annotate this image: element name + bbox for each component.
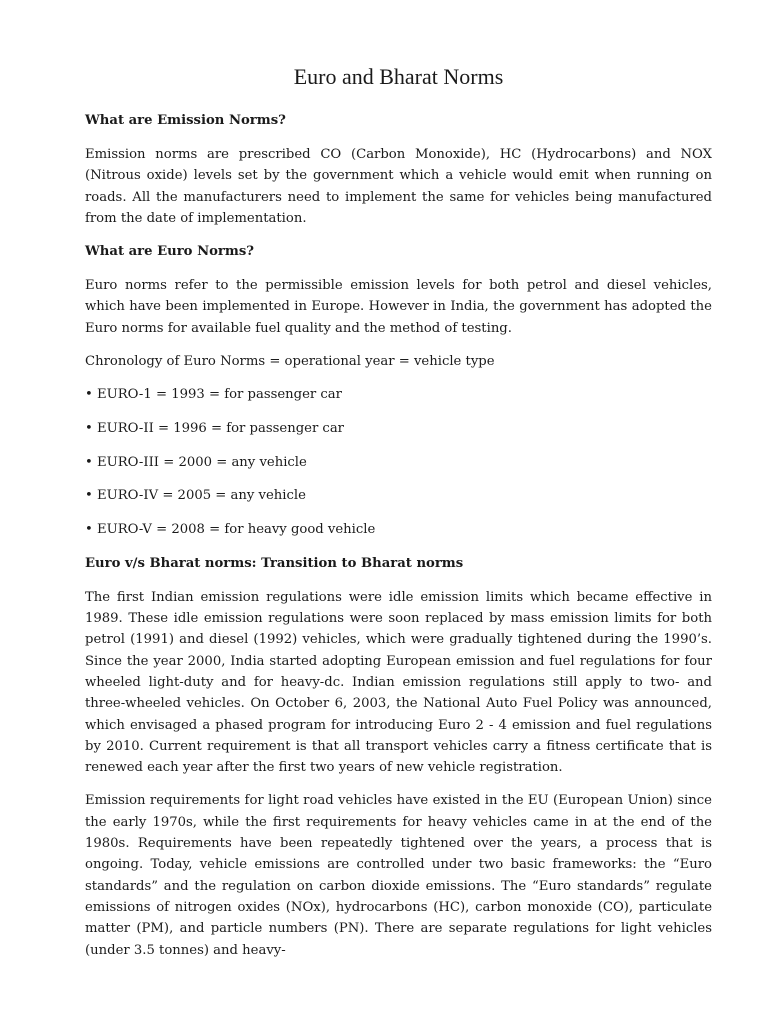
- document-title: Euro and Bharat Norms: [293, 64, 504, 89]
- list-item-euro-4: • EURO-IV = 2005 = any vehicle: [85, 488, 306, 504]
- list-item-euro-1: • EURO-1 = 1993 = for passenger car: [85, 387, 342, 403]
- list-item-euro-3: • EURO-III = 2000 = any vehicle: [85, 454, 307, 470]
- heading-emission-norms: What are Emission Norms?: [85, 113, 286, 128]
- heading-euro-norms: What are Euro Norms?: [85, 244, 254, 260]
- paragraph-emission-norms: Emission norms are prescribed CO (Carbon Monoxide), HC (Hydrocarbons) and NOX (Nitrous oxide) levels set by the government which a vehicle would emit when running on roads. All the manufacturers need to implement the same for vehicles being manufactured from the date of implementation.: [85, 147, 712, 226]
- heading-transition: Euro v/s Bharat norms: Transition to Bharat norms: [85, 555, 464, 571]
- paragraph-transition-2: Emission requirements for light road vehicles have existed in the EU (European Union) since the early 1970s, while the first requirements for heavy vehicles came in at the end of the 1980s. Requirements have been repeatedly tightened over the years, a process that is ongoing. Today, vehicle emissions are controlled under two basic frameworks: the “Euro standards” and the regulation on carbon dioxide emissions. The “Euro standards” regulate emissions of nitrogen oxides (NOx), hydrocarbons (HC), carbon monoxide (CO), particulate matter (PM), and particle numbers (PN). There are separate regulations for light vehicles (under 3.5 tonnes) and heavy-: [85, 793, 712, 958]
- list-item-euro-2: • EURO-II = 1996 = for passenger car: [85, 421, 344, 437]
- paragraph-euro-norms: Euro norms refer to the permissible emission levels for both petrol and diesel vehicles, which have been implemented in Europe. However in India, the government has adopted the Euro norms for available fuel quality and the method of testing.: [85, 278, 712, 336]
- document-page: [85, 62, 712, 973]
- paragraph-transition-1: The first Indian emission regulations were idle emission limits which became effective in 1989. These idle emission regulations were soon replaced by mass emission limits for both petrol (1991) and diesel (1992) vehicles, which were gradually tightened during the 1990’s. Since the year 2000, India started adopting European emission and fuel regulations for four wheeled light-duty and for heavy-dc. Indian emission regulations still apply to two- and three-wheeled vehicles. On October 6, 2003, the National Auto Fuel Policy was announced, which envisaged a phased program for introducing Euro 2 - 4 emission and fuel regulations by 2010. Current requirement is that all transport vehicles carry a fitness certificate that is renewed each year after the first two years of new vehicle registration.: [85, 589, 712, 776]
- list-item-euro-5: • EURO-V = 2008 = for heavy good vehicle: [85, 522, 376, 538]
- chronology-line: Chronology of Euro Norms = operational year = vehicle type: [85, 354, 495, 370]
